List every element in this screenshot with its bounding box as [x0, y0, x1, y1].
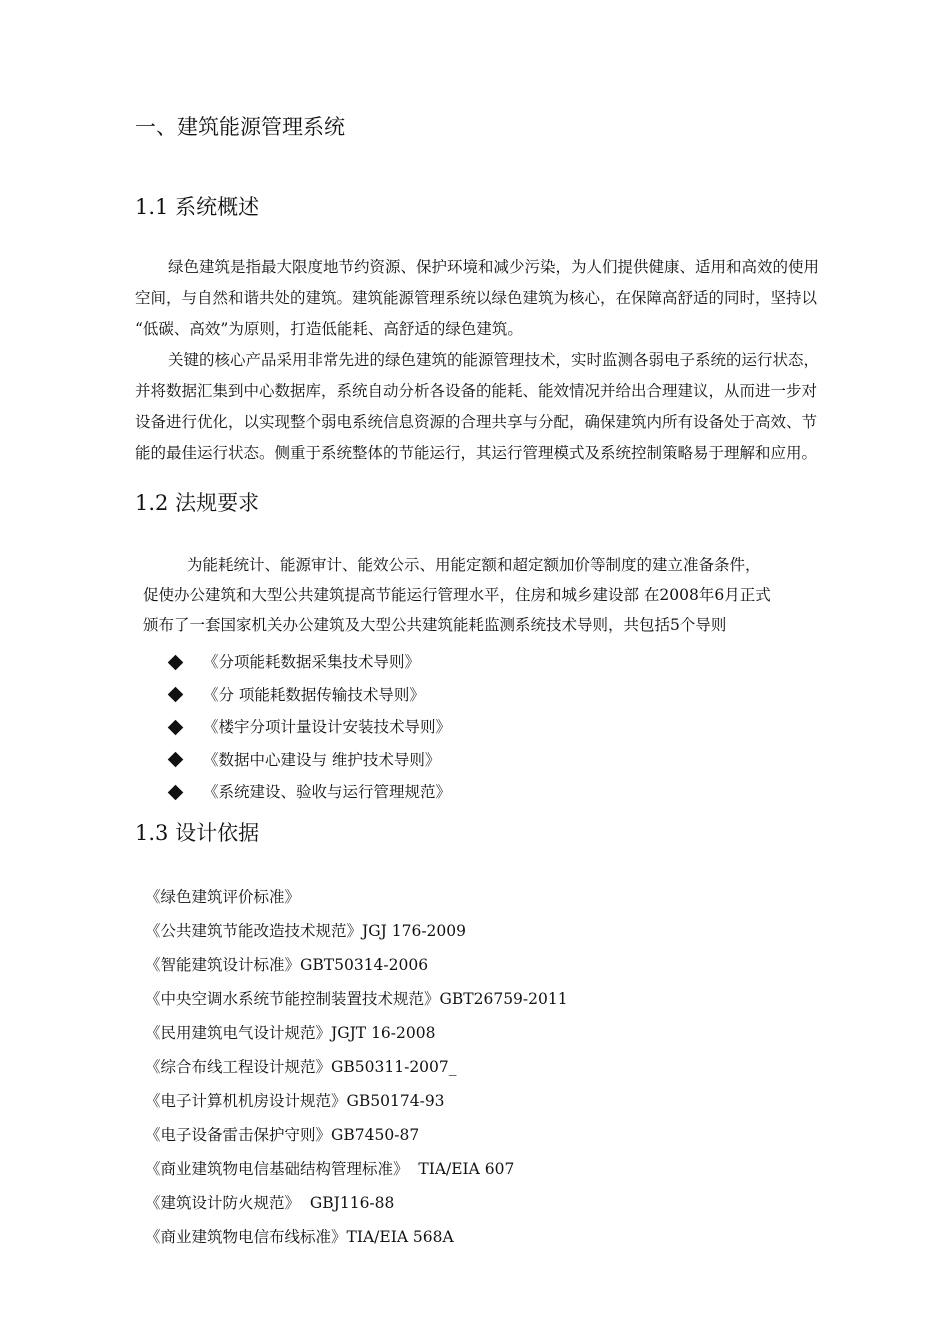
heading-1-3: 1.3 设计依据: [135, 821, 260, 845]
paragraph-line: 关键的核心产品采用非常先进的绿色建筑的能源管理技术，实时监测各弱电子系统的运行状态，: [168, 351, 820, 369]
paragraph-line: “低碳、高效”为原则，打造低能耗、高舒适的绿色建筑。: [135, 320, 523, 338]
paragraph-line: 颁布了一套国家机关办公建筑及大型公共建筑能耗监测系统技术导则，共包括5个导则: [143, 616, 727, 634]
list-item: [168, 646, 451, 679]
list-item-text: 《系统建设、验收与运行管理规范》: [203, 783, 452, 801]
list-item-text: 《分 项能耗数据传输技术导则》: [203, 685, 425, 704]
reference-item: 《商业建筑物电信基础结构管理标准》 TIA/EIA 607: [145, 1160, 515, 1178]
paragraph-line: 为能耗统计、能源审计、能效公示、用能定额和超定额加价等制度的建立准备条件，: [187, 556, 761, 574]
paragraph-line: 空间，与自然和谐共处的建筑。建筑能源管理系统以绿色建筑为核心，在保障高舒适的同时，坚持以: [135, 289, 818, 307]
reference-item: 《综合布线工程设计规范》GB50311-2007_: [145, 1058, 457, 1076]
list-item-text: 《楼宇分项计量设计安装技术导则》: [203, 718, 452, 736]
reference-item: 《电子设备雷击保护守则》GB7450-87: [145, 1126, 420, 1144]
list-item: [168, 711, 451, 744]
diamond-bullet-icon: [168, 687, 184, 703]
list-item-text: 《分项能耗数据采集技术导则》: [203, 653, 421, 671]
diamond-bullet-icon: [168, 784, 184, 800]
reference-item: 《商业建筑物电信布线标准》TIA/EIA 568A: [145, 1228, 454, 1246]
paragraph-line: 绿色建筑是指最大限度地节约资源、保护环境和减少污染，为人们提供健康、适用和高效的使用: [168, 258, 820, 276]
paragraph-line: 设备进行优化，以实现整个弱电系统信息资源的合理共享与分配，确保建筑内所有设备处于高效、节: [135, 413, 818, 431]
diamond-bullet-icon: [168, 719, 184, 735]
list-item: [168, 679, 451, 712]
diamond-bullet-icon: [168, 752, 184, 768]
reference-item: 《智能建筑设计标准》GBT50314-2006: [145, 956, 429, 974]
reference-item: 《建筑设计防火规范》 GBJ116-88: [145, 1194, 395, 1212]
reference-item: 《公共建筑节能改造技术规范》JGJ 176-2009: [145, 922, 467, 940]
reference-item: 《电子计算机机房设计规范》GB50174-93: [145, 1092, 445, 1110]
heading-1-1: 1.1 系统概述: [135, 195, 260, 219]
design-basis-list: [145, 880, 568, 1254]
list-item: [168, 744, 451, 777]
guideline-list: [168, 646, 451, 809]
overview-paragraph-1: [135, 252, 870, 469]
paragraph-line: 促使办公建筑和大型公共建筑提高节能运行管理水平，住房和城乡建设部 在2008年6月正式: [143, 586, 771, 604]
reference-item: 《绿色建筑评价标准》: [145, 888, 301, 906]
list-item-text: 《数据中心建设与 维护技术导则》: [203, 750, 441, 769]
diamond-bullet-icon: [168, 654, 184, 670]
paragraph-line: 并将数据汇集到中心数据库，系统自动分析各设备的能耗、能效情况并给出合理建议，从而进一步对: [135, 382, 818, 400]
paragraph-line: 能的最佳运行状态。侧重于系统整体的节能运行，其运行管理模式及系统控制策略易于理解和应用。: [135, 444, 818, 462]
reference-item: 《中央空调水系统节能控制装置技术规范》GBT26759-2011: [145, 990, 568, 1008]
list-item: [168, 776, 451, 809]
regulation-paragraph: [143, 550, 863, 640]
reference-item: 《民用建筑电气设计规范》JGJT 16-2008: [145, 1024, 436, 1042]
heading-1-2: 1.2 法规要求: [135, 491, 260, 515]
section-title: 一、建筑能源管理系统: [135, 115, 345, 139]
